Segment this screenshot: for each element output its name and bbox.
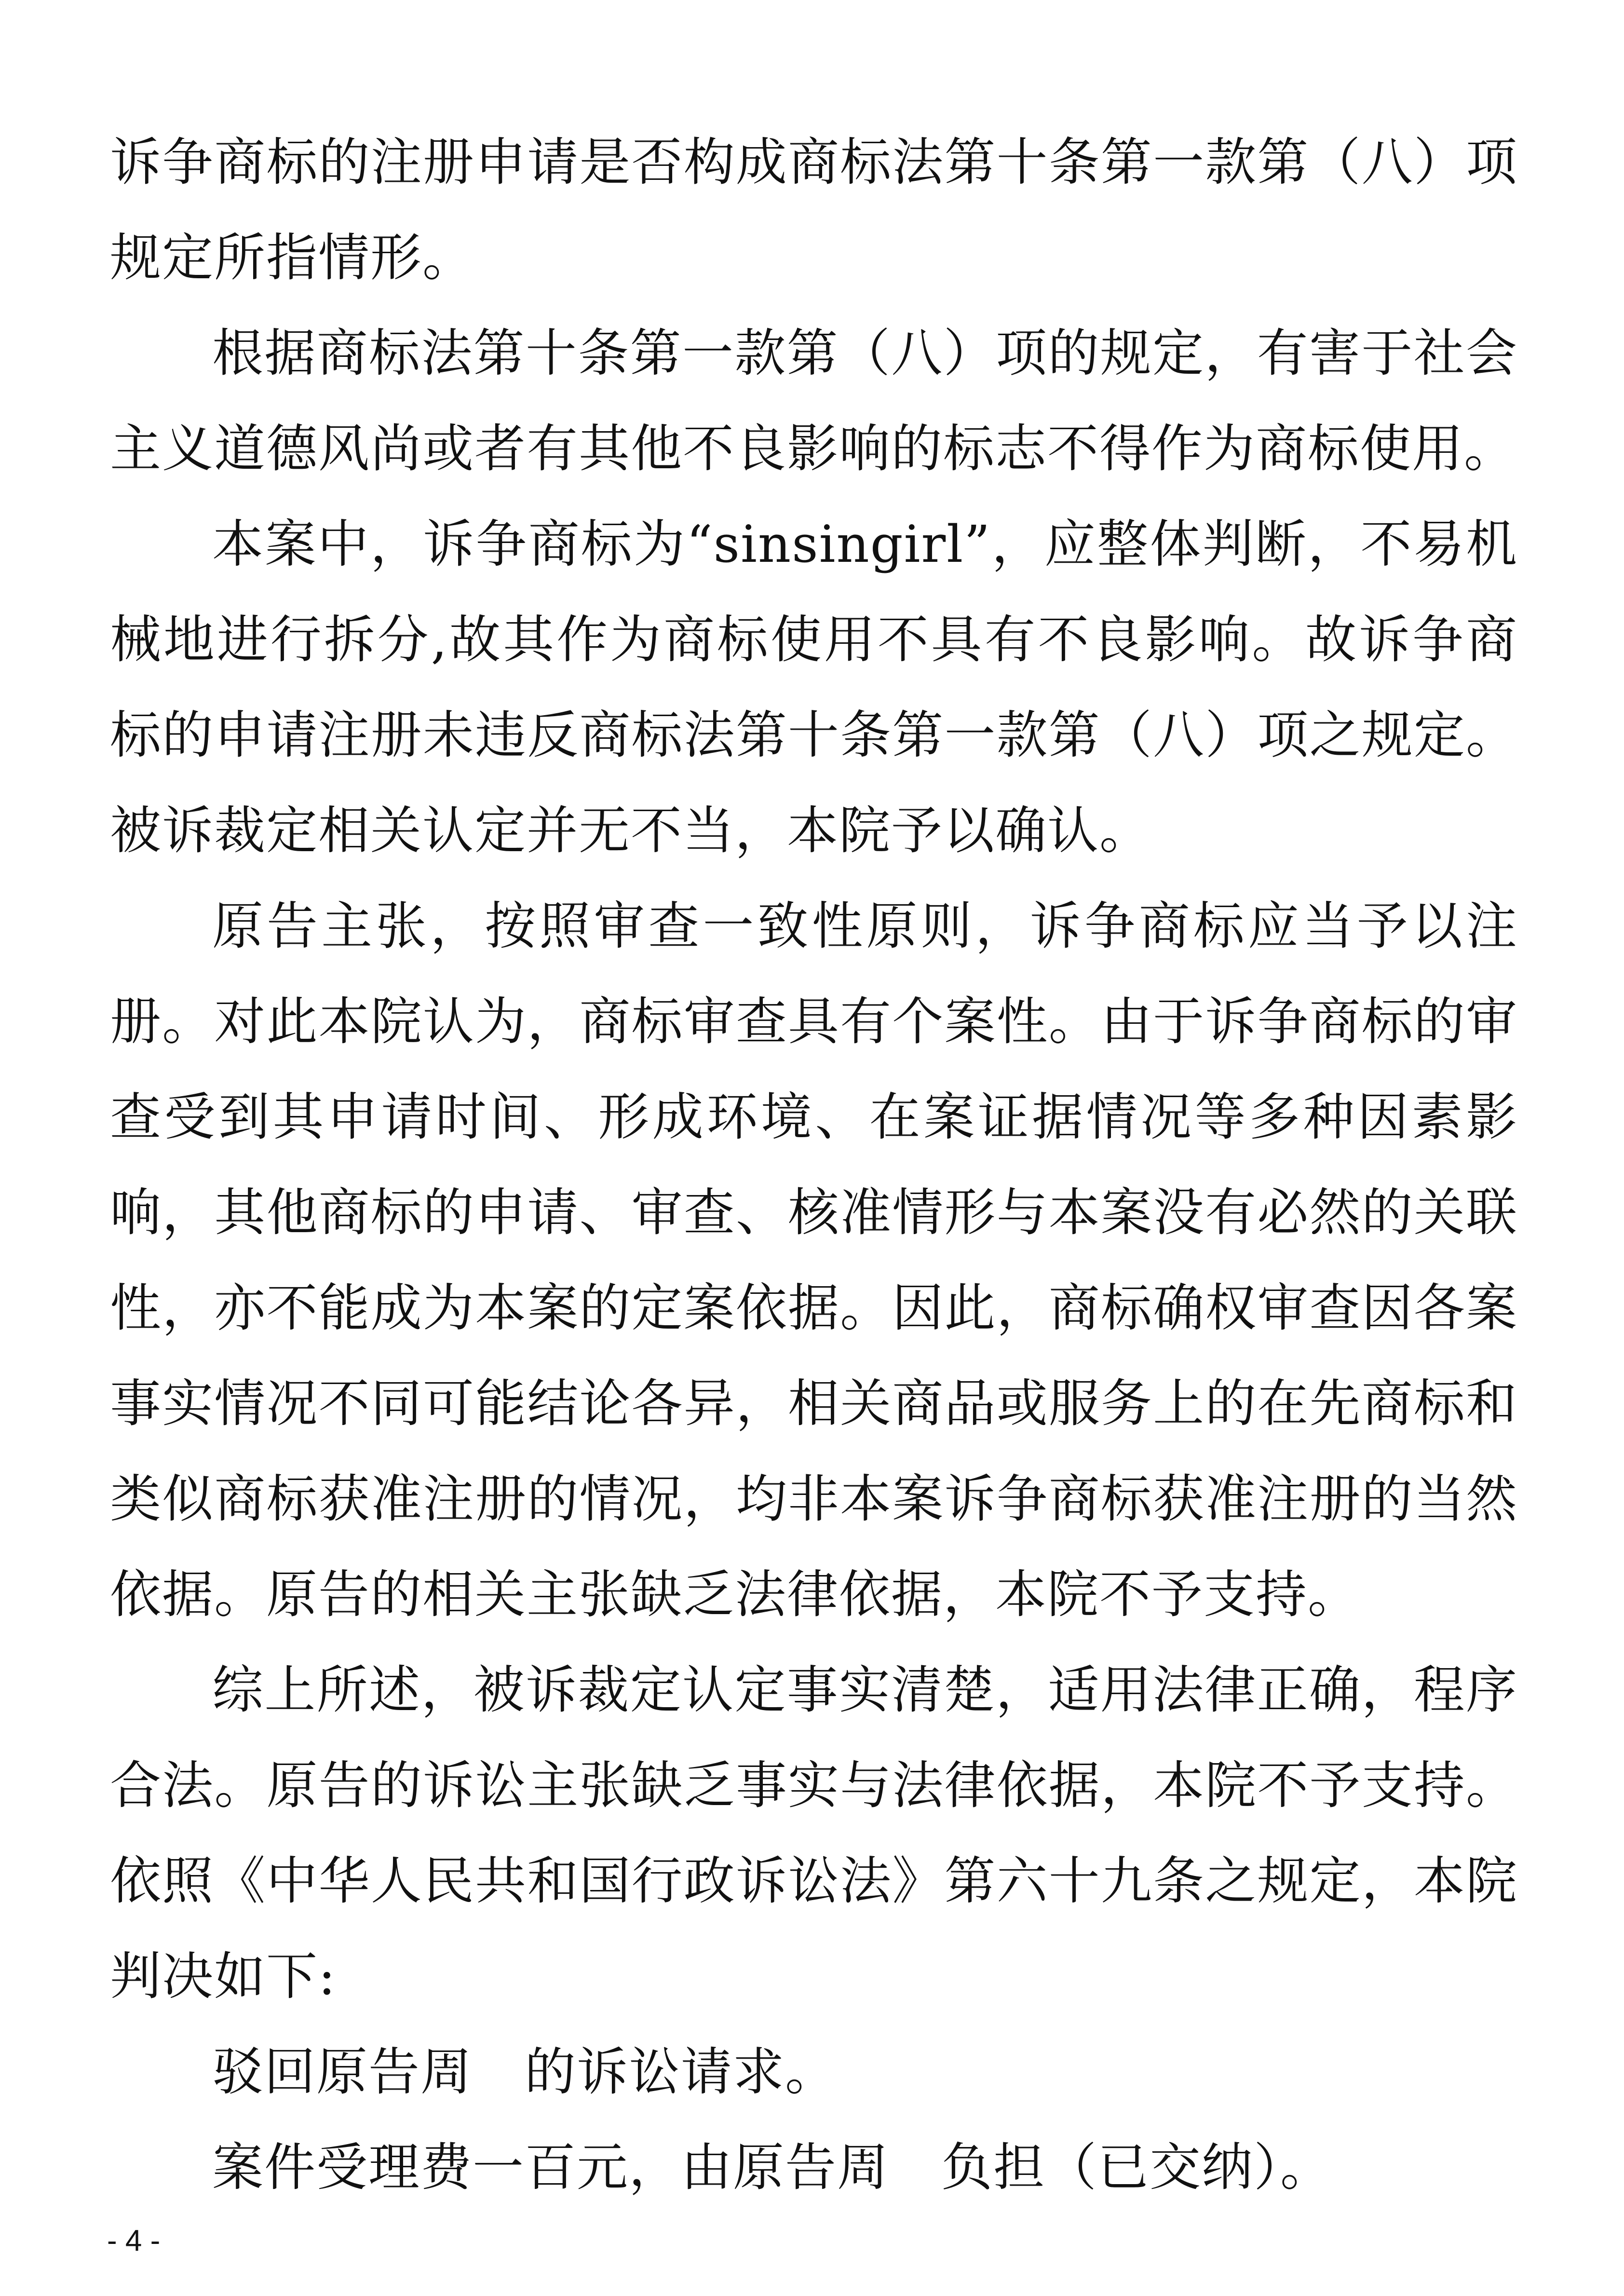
paragraph-judgment: 驳回原告周 的诉讼请求。 bbox=[212, 2042, 837, 2102]
paragraph-law-provision: 根据商标法第十条第一款第（八）项的规定，有害于社会主义道德风尚或者有其他不良影响的标志不得作为商标使用。 bbox=[110, 324, 1518, 478]
paragraph-case-analysis: 本案中，诉争商标为“sinsingirl”，应整体判断，不易机械地进行拆分,故其作为商标使用不具有不良影响。故诉争商标的申请注册未违反商标法第十条第一款第（八）项之规定。被诉裁定相关认定并无不当，本院予以确认。 bbox=[110, 515, 1518, 860]
paragraph-consistency-claim: 原告主张，按照审查一致性原则，诉争商标应当予以注册。对此本院认为，商标审查具有个案性。由于诉争商标的审查受到其申请时间、形成环境、在案证据情况等多种因素影响，其他商标的申请、审查、核准情形与本案没有必然的关联性，亦不能成为本案的定案依据。因此，商标确权审查因各案事实情况不同可能结论各异，相关商品或服务上的在先商标和类似商标获准注册的情况，均非本案诉争商标获准注册的当然依据。原告的相关主张缺乏法律依据，本院不予支持。 bbox=[110, 897, 1518, 1624]
paragraph-court-fee: 案件受理费一百元，由原告周 负担（已交纳）。 bbox=[212, 2138, 1332, 2197]
paragraph-conclusion: 综上所述，被诉裁定认定事实清楚，适用法律正确，程序合法。原告的诉讼主张缺乏事实与法律依据，本院不予支持。依照《中华人民共和国行政诉讼法》第六十九条之规定，本院判决如下: bbox=[110, 1660, 1518, 2006]
page-number: - 4 - bbox=[107, 2224, 161, 2257]
judgment-text bbox=[110, 115, 1518, 2215]
paragraph-issue-continuation: 诉争商标的注册申请是否构成商标法第十条第一款第（八）项规定所指情形。 bbox=[110, 133, 1518, 287]
